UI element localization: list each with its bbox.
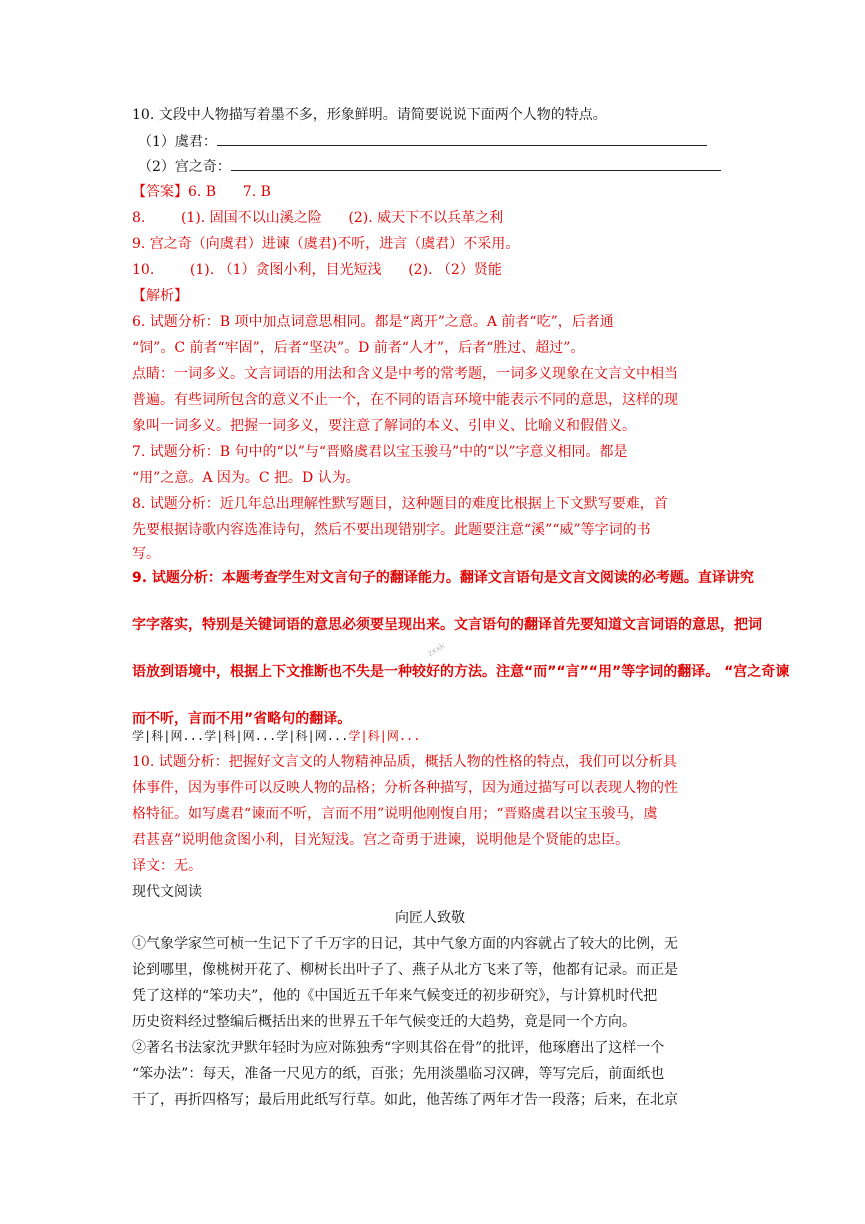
analysis-6-line-3: 点睛：一词多义。文言词语的用法和含义是中考的常考题，一词多义现象在文言文中相当	[132, 366, 678, 382]
item-2-label: （2）宫之奇：	[138, 159, 231, 175]
analysis-8-line-3: 写。	[132, 546, 160, 562]
watermark-text-red: 学|科|网...	[348, 729, 421, 743]
answer-10: 10. (1). （1）贪图小利，目光短浅 (2). （2）贤能	[132, 262, 502, 278]
watermark-text-line	[132, 727, 421, 745]
analysis-10-line-4: 君甚喜”说明他贪图小利，目光短浅。宫之奇勇于进谏，说明他是个贤能的忠臣。	[132, 832, 630, 848]
paragraph-2-line-2: “笨办法”：每天，准备一尺见方的纸，百张；先用淡墨临习汉碑，等写完后，前面纸也	[132, 1066, 665, 1082]
analysis-9-line-3: 语放到语境中，根据上下文推断也不失是一种较好的方法。注意“而”“言”“用”等字词的翻译。 “宫之奇谏	[132, 664, 790, 680]
analysis-10-line-1: 10. 试题分析：把握好文言文的人物精神品质，概括人物的性格的特点，我们可以分析具	[132, 754, 677, 770]
analysis-10-line-2: 体事件，因为事件可以反映人物的品格；分析各种描写，因为通过描写可以表现人物的性	[132, 780, 678, 796]
analysis-9-line-1: 9. 试题分析：本题考查学生对文言句子的翻译能力。翻译文言语句是文言文阅读的必考题。直译讲究	[132, 570, 754, 586]
section-heading: 现代文阅读	[132, 884, 202, 900]
analysis-7-line-2: “用”之意。A 因为。C 把。D 认为。	[132, 470, 360, 486]
answer-blank-1	[217, 132, 707, 146]
answer-blank-2	[231, 157, 721, 171]
paragraph-1-line-1: ①气象学家竺可桢一生记下了千万字的日记，其中气象方面的内容就占了较大的比例，无	[132, 936, 678, 952]
question-10-stem: 10. 文段中人物描写着墨不多，形象鲜明。请简要说说下面两个人物的特点。	[132, 107, 607, 123]
article-title: 向匠人致敬	[395, 910, 465, 926]
analysis-6-line-4: 普遍。有些词所包含的意义不止一个，在不同的语言环境中能表示不同的意思，这样的现	[132, 392, 678, 408]
question-10-item-2	[138, 157, 721, 176]
watermark-logo: zxxk	[425, 641, 447, 658]
analysis-9-line-2: 字字落实，特别是关键词语的意思必须要呈现出来。文言语句的翻译首先要知道文言词语的意思，把词	[132, 617, 762, 633]
watermark-text-black: 学|科|网...学|科|网...学|科|网...	[132, 729, 349, 743]
paragraph-1-line-4: 历史资料经过整编后概括出来的世界五千年气候变迁的大趋势，竟是同一个方向。	[132, 1014, 636, 1030]
analysis-10-line-3: 格特征。如写虞君“谏而不听，言而不用”说明他刚愎自用；“晋赂虞君以宝玉骏马，虞	[132, 806, 658, 822]
translation-note: 译文：无。	[132, 858, 202, 874]
analysis-6-line-1: 6. 试题分析：B 项中加点词意思相同。都是“离开”之意。A 前者“吃”，后者通	[132, 314, 614, 330]
answer-8: 8. (1). 固国不以山溪之险 (2). 威天下不以兵革之利	[132, 210, 504, 226]
question-10-item-1	[138, 132, 707, 151]
answer-9: 9. 宫之奇（向虞君）进谏（虞君)不听，进言（虞君）不采用。	[132, 236, 520, 252]
paragraph-2-line-1: ②著名书法家沈尹默年轻时为应对陈独秀“字则其俗在骨”的批评，他琢磨出了这样一个	[132, 1040, 665, 1056]
paragraph-1-line-2: 论到哪里，像桃树开花了、柳树长出叶子了、燕子从北方飞来了等，他都有记录。而正是	[132, 962, 678, 978]
paragraph-2-line-3: 干了，再折四格写；最后用此纸写行草。如此，他苦练了两年才告一段落；后来，在北京	[132, 1092, 678, 1108]
analysis-9-line-4: 而不听，言而不用”省略句的翻译。	[132, 711, 352, 727]
analysis-6-line-5: 象叫一词多义。把握一词多义，要注意了解词的本义、引申义、比喻义和假借义。	[132, 418, 636, 434]
analysis-8-line-1: 8. 试题分析：近几年总出理解性默写题目，这种题目的难度比根据上下文默写要难，首	[132, 496, 668, 512]
item-1-label: （1）虞君：	[138, 134, 217, 150]
answer-6-7: 6. B 7. B	[188, 184, 271, 200]
analysis-8-line-2: 先要根据诗歌内容选准诗句，然后不要出现错别字。此题要注意“溪”“威”等字词的书	[132, 522, 651, 538]
paragraph-1-line-3: 凭了这样的“笨功夫”，他的《中国近五千年来气候变迁的初步研究》，与计算机时代把	[132, 988, 658, 1004]
answer-label: 【答案】	[132, 184, 188, 200]
answer-line-6-7	[132, 183, 271, 201]
analysis-label: 【解析】	[132, 288, 188, 304]
analysis-6-line-2: “饲”。C 前者“牢固”，后者“坚决”。D 前者“人才”，后者“胜过、超过”。	[132, 340, 585, 356]
analysis-7-line-1: 7. 试题分析：B 句中的“以”与“晋赂虞君以宝玉骏马”中的“以”字意义相同。都是	[132, 444, 628, 460]
